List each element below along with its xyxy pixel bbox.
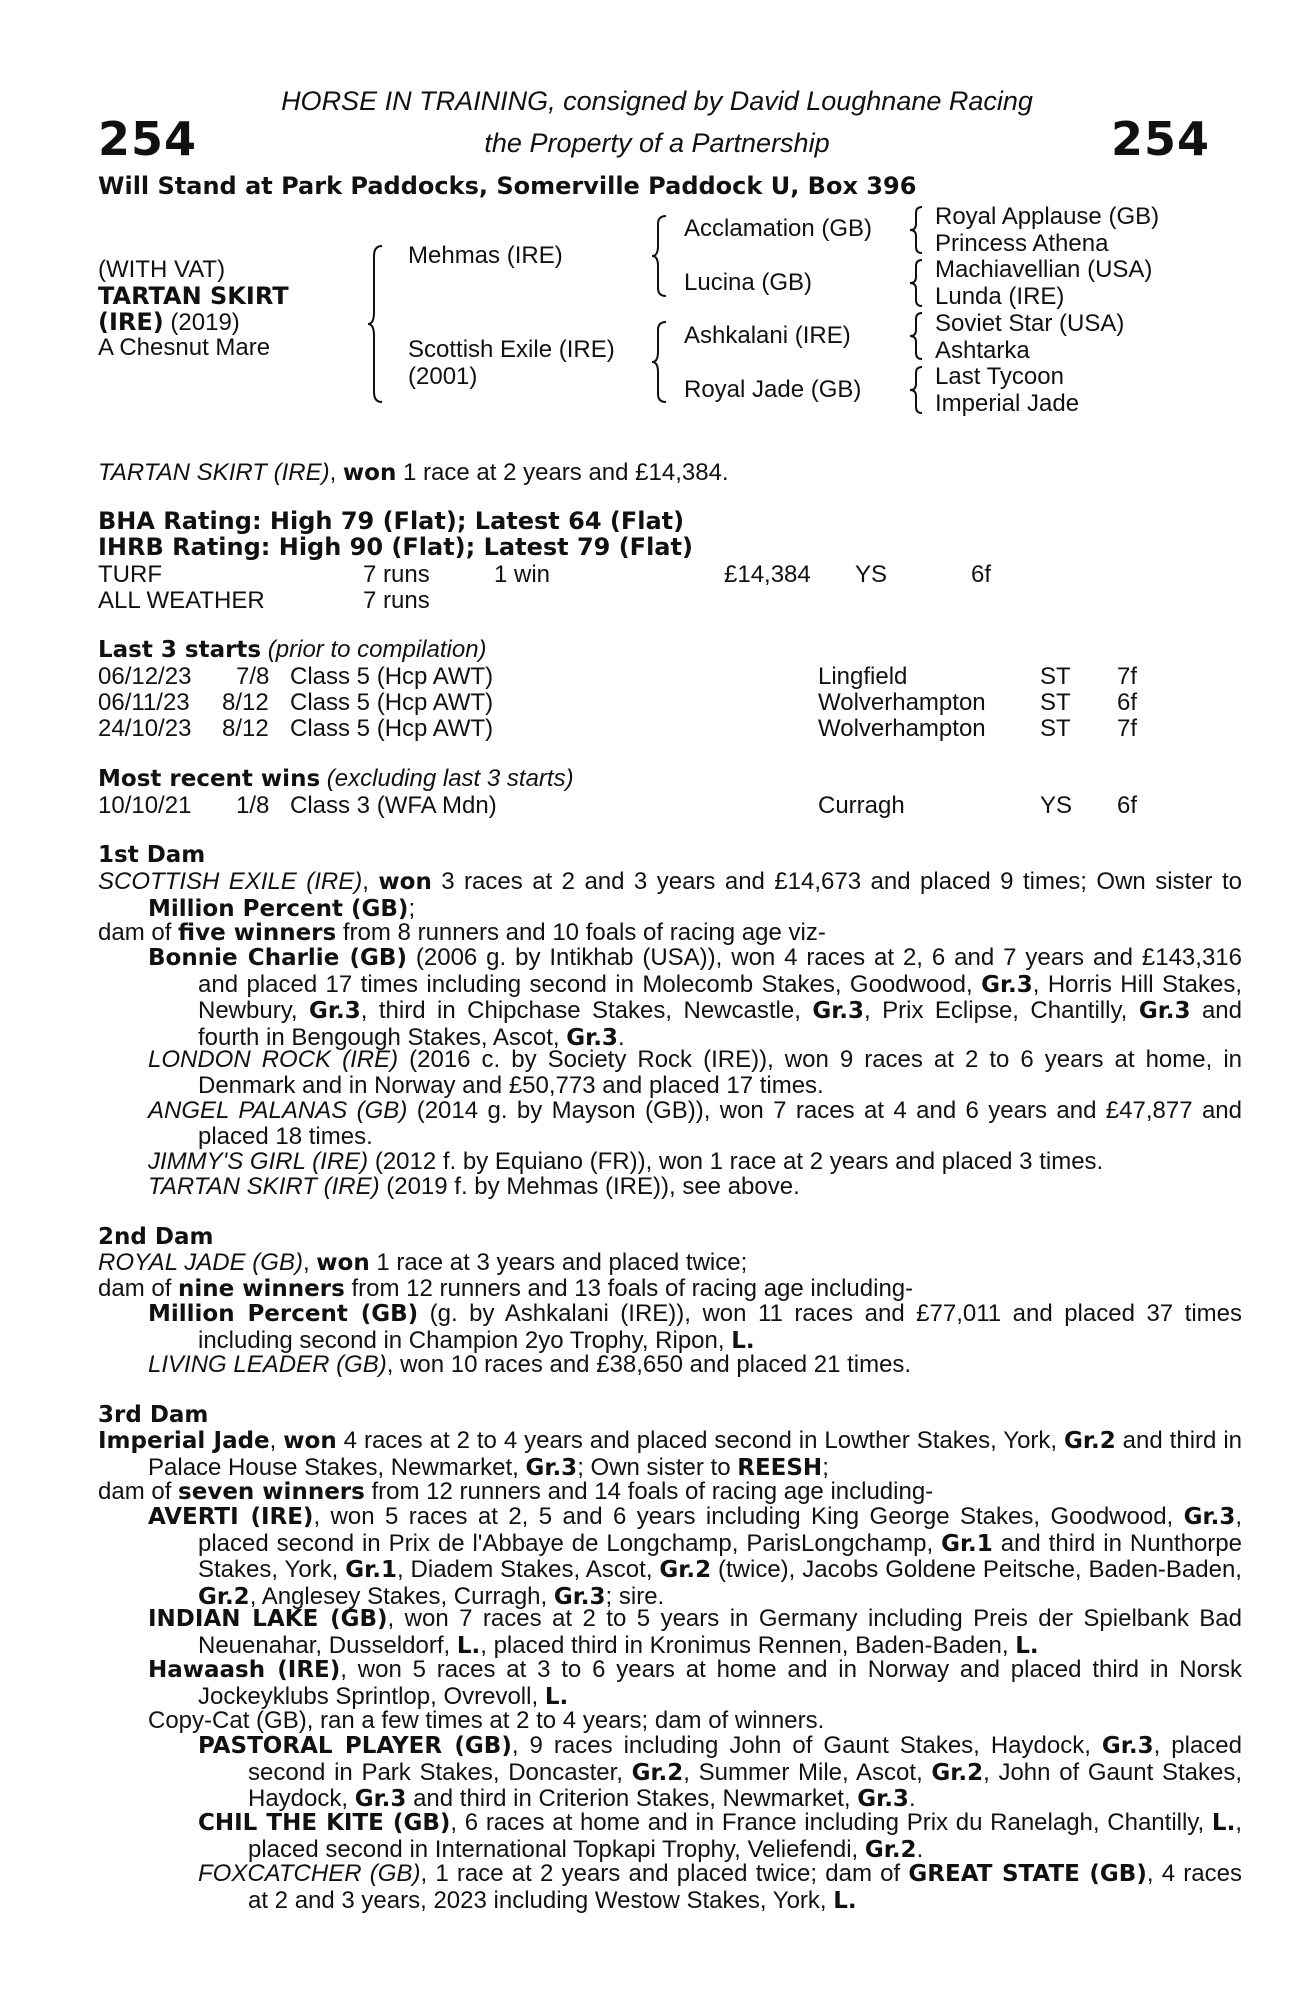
progeny-text: , third in Chipchase Stakes, Newcastle, bbox=[360, 997, 813, 1024]
aw-label: ALL WEATHER bbox=[98, 587, 265, 614]
dam3-sister: REESH bbox=[737, 1454, 823, 1481]
dam3-p2-a: dam of bbox=[98, 1478, 179, 1505]
progeny-text: and fourth in Bengough Stakes, Ascot, bbox=[198, 997, 1242, 1051]
summary-won: won bbox=[342, 460, 397, 486]
grade: Gr.3 bbox=[981, 971, 1033, 998]
start2-course: Wolverhampton bbox=[818, 689, 986, 716]
progeny-name: INDIAN LAKE (GB) bbox=[148, 1606, 388, 1632]
last3-heading bbox=[98, 637, 1216, 664]
progeny-name: Hawaash (IRE) bbox=[148, 1657, 341, 1683]
progeny-name: FOXCATCHER (GB) bbox=[198, 1860, 421, 1887]
progeny-jimmys-girl bbox=[148, 1149, 1242, 1175]
grade: Gr.2 bbox=[631, 1759, 684, 1786]
progeny-name: PASTORAL PLAYER (GB) bbox=[198, 1733, 512, 1759]
dam: Scottish Exile (IRE) bbox=[408, 336, 615, 363]
turf-going: YS bbox=[855, 561, 888, 588]
progeny-name: ANGEL PALANAS (GB) bbox=[148, 1097, 408, 1124]
dam3-text: , bbox=[269, 1427, 284, 1454]
start2-date: 06/11/23 bbox=[98, 689, 190, 716]
turf-distance: 6f bbox=[971, 561, 992, 588]
grade: Gr.3 bbox=[857, 1786, 909, 1812]
progeny-text: and third in Nunthorpe Stakes, York, bbox=[198, 1529, 1242, 1583]
grade: Gr.2 bbox=[931, 1759, 984, 1786]
last3-note: (prior to compilation) bbox=[261, 636, 487, 663]
progeny-tartan-skirt bbox=[148, 1174, 1242, 1200]
progeny-pastoral-player bbox=[198, 1733, 1242, 1813]
dam1-p2-a: dam of bbox=[98, 919, 179, 946]
horse-description: A Chesnut Mare bbox=[98, 334, 271, 361]
turf-wins: 1 win bbox=[494, 561, 551, 588]
race-summary bbox=[98, 460, 1216, 487]
grade: Gr.2 bbox=[1064, 1428, 1116, 1454]
dam1-produce-summary bbox=[98, 920, 1192, 947]
g3-soviet-star: Soviet Star (USA) bbox=[935, 310, 1125, 337]
dam1-text-c: ; bbox=[408, 894, 416, 922]
pedigree-brace-g3-3 bbox=[910, 311, 926, 361]
grade: Gr.3 bbox=[566, 1024, 618, 1051]
g3-ashtarka: Ashtarka bbox=[935, 337, 1030, 364]
progeny-name: Bonnie Charlie (GB) bbox=[148, 945, 407, 971]
dam1-won: won bbox=[378, 869, 432, 895]
progeny-name: Million Percent (GB) bbox=[148, 1301, 419, 1327]
progeny-text: and third in Criterion Stakes, Newmarket, bbox=[406, 1785, 858, 1812]
dam1-record bbox=[98, 869, 1242, 922]
start3-date: 24/10/23 bbox=[98, 715, 192, 742]
grade: Gr.3 bbox=[812, 998, 865, 1024]
start3-course: Wolverhampton bbox=[818, 715, 986, 742]
pedigree-brace-g3-4 bbox=[910, 365, 926, 415]
pedigree-brace-dam bbox=[652, 320, 672, 404]
progeny-hawaash bbox=[148, 1657, 1242, 1710]
start1-dist: 7f bbox=[1117, 663, 1138, 690]
progeny-text: (2016 c. by Society Rock (IRE)), won 9 races at 2 to 6 years at home, in Denmark and in Norway and £50,773 and placed 17 times. bbox=[198, 1046, 1242, 1099]
listed-grade: L. bbox=[456, 1632, 481, 1659]
start3-race: Class 5 (Hcp AWT) bbox=[290, 715, 494, 742]
progeny-text: , Anglesey Stakes, Curragh, bbox=[249, 1582, 554, 1610]
grade: Gr.1 bbox=[941, 1530, 993, 1557]
progeny-name: JIMMY'S GIRL (IRE) bbox=[148, 1148, 369, 1175]
dam2-produce-summary bbox=[98, 1276, 1192, 1303]
progeny-text: (2014 g. by Mayson (GB)), won 7 races at 4 and 6 years and £47,877 and placed 18 times. bbox=[198, 1097, 1242, 1150]
grade: Gr.3 bbox=[1183, 1504, 1236, 1530]
pedigree-brace-g3-2 bbox=[910, 258, 926, 308]
progeny-text: , Prix Eclipse, Chantilly, bbox=[864, 997, 1139, 1024]
g3-machiavellian: Machiavellian (USA) bbox=[935, 256, 1153, 283]
dam1-name: SCOTTISH EXILE (IRE) bbox=[98, 868, 363, 895]
dam-year: (2001) bbox=[408, 363, 478, 390]
progeny-name: AVERTI (IRE) bbox=[148, 1504, 314, 1530]
dam3-produce-summary bbox=[98, 1479, 1192, 1506]
start1-pos: 7/8 bbox=[236, 663, 270, 690]
progeny-name: LONDON ROCK (IRE) bbox=[148, 1046, 399, 1073]
dam3-name: Imperial Jade bbox=[98, 1428, 270, 1454]
progeny-text: , John of Gaunt Stakes, Haydock, bbox=[248, 1758, 1242, 1812]
g3-imperial-jade: Imperial Jade bbox=[935, 390, 1080, 417]
progeny-text: (twice), Jacobs Goldene Peitsche, Baden-Baden, bbox=[711, 1556, 1242, 1583]
start1-course: Lingfield bbox=[818, 663, 908, 690]
lot-number-left: 254 bbox=[98, 112, 198, 166]
progeny-name: CHIL THE KITE (GB) bbox=[198, 1810, 451, 1836]
listed-grade: L. bbox=[544, 1683, 569, 1710]
recent-wins-heading bbox=[98, 766, 1216, 793]
dam1-sister: Million Percent (GB) bbox=[148, 895, 409, 922]
start2-going: ST bbox=[1040, 689, 1071, 716]
last3-title: Last 3 starts bbox=[98, 637, 262, 663]
g3-lunda: Lunda (IRE) bbox=[935, 283, 1065, 310]
listed-grade: L. bbox=[1211, 1810, 1236, 1836]
stand-location: Will Stand at Park Paddocks, Somerville Paddock U, Box 396 bbox=[98, 172, 917, 200]
grade: Gr.3 bbox=[1101, 1733, 1154, 1759]
g3-princess-athena: Princess Athena bbox=[935, 230, 1109, 257]
recent-wins-title: Most recent wins bbox=[98, 766, 321, 792]
dam2-p2-b: from 12 runners and 13 foals of racing age including- bbox=[344, 1275, 914, 1302]
turf-prize: £14,384 bbox=[724, 561, 811, 588]
grade: Gr.3 bbox=[309, 998, 361, 1024]
win1-course: Curragh bbox=[818, 792, 905, 819]
dam2-winners: nine winners bbox=[178, 1276, 345, 1302]
progeny-text: , 9 races including John of Gaunt Stakes, Haydock, bbox=[511, 1732, 1102, 1759]
progeny-text: , won 5 races at 2, 5 and 6 years including King George Stakes, Goodwood, bbox=[313, 1503, 1184, 1530]
horse-origin bbox=[98, 308, 240, 337]
start2-pos: 8/12 bbox=[222, 689, 269, 716]
win1-pos: 1/8 bbox=[236, 792, 270, 819]
dam1-text-b: 3 races at 2 and 3 years and £14,673 and placed 9 times; Own sister to bbox=[431, 868, 1243, 895]
progeny-text: , won 7 races at 2 to 5 years in Germany including Preis der Spielbank Bad Neuenahar, Dusseldorf, bbox=[198, 1605, 1242, 1659]
progeny-chil-the-kite bbox=[198, 1810, 1242, 1863]
turf-runs: 7 runs bbox=[363, 561, 430, 588]
dam2-text-a: , bbox=[302, 1249, 317, 1276]
summary-rest: 1 race at 2 years and £14,384. bbox=[396, 459, 729, 486]
grade: Gr.2 bbox=[864, 1836, 917, 1863]
listed-grade: L. bbox=[1015, 1632, 1039, 1659]
consignor-line: HORSE IN TRAINING, consigned by David Loughnane Racing bbox=[281, 86, 1033, 116]
dam1-p2-b: from 8 runners and 10 foals of racing age viz- bbox=[336, 919, 826, 946]
sire-sire: Acclamation (GB) bbox=[684, 215, 873, 242]
start1-race: Class 5 (Hcp AWT) bbox=[290, 663, 494, 690]
dam2-record bbox=[98, 1250, 1192, 1277]
g3-royal-applause: Royal Applause (GB) bbox=[935, 203, 1160, 230]
summary-sep: , bbox=[329, 459, 343, 486]
progeny-living-leader bbox=[148, 1352, 1242, 1378]
progeny-text: (2012 f. by Equiano (FR)), won 1 race at 2 years and placed 3 times. bbox=[368, 1148, 1104, 1175]
dam-sire: Ashkalani (IRE) bbox=[684, 322, 851, 349]
dam3-text: ; Own sister to bbox=[577, 1453, 738, 1481]
progeny-averti bbox=[148, 1504, 1242, 1610]
progeny-text: , won 5 races at 3 to 6 years at home and in Norway and placed third in Norsk Jockeyklubs Sprintlop, Ovrevoll, bbox=[198, 1656, 1242, 1710]
pedigree-brace-g3-1 bbox=[910, 205, 926, 255]
vat-note: (WITH VAT) bbox=[98, 256, 226, 283]
dam2-name: ROYAL JADE (GB) bbox=[98, 1249, 303, 1276]
dam3-text: 4 races at 2 to 4 years and placed second in Lowther Stakes, York, bbox=[336, 1427, 1065, 1454]
dam1-winners: five winners bbox=[178, 920, 337, 946]
dam3-record bbox=[98, 1428, 1242, 1481]
dam-dam: Royal Jade (GB) bbox=[684, 376, 862, 403]
lot-number-right: 254 bbox=[1110, 112, 1210, 166]
start3-going: ST bbox=[1040, 715, 1071, 742]
listed-grade: L. bbox=[731, 1327, 755, 1354]
progeny-text: , 1 race at 2 years and placed twice; dam of bbox=[420, 1860, 909, 1887]
progeny-text: , Summer Mile, Ascot, bbox=[683, 1758, 932, 1786]
progeny-foxcatcher bbox=[198, 1861, 1242, 1914]
progeny-text: . bbox=[617, 1023, 625, 1051]
start1-date: 06/12/23 bbox=[98, 663, 192, 690]
progeny-text: ; sire. bbox=[605, 1582, 665, 1610]
dam3-text: and third in Palace House Stakes, Newmarket, bbox=[148, 1427, 1242, 1481]
sire: Mehmas (IRE) bbox=[408, 242, 563, 269]
horse-year: (2019) bbox=[163, 309, 240, 336]
dam3-winners: seven winners bbox=[178, 1479, 365, 1505]
start1-going: ST bbox=[1040, 663, 1071, 690]
dam2-text-b: 1 race at 3 years and placed twice; bbox=[369, 1249, 748, 1276]
g3-last-tycoon: Last Tycoon bbox=[935, 363, 1064, 390]
dam3-text: ; bbox=[822, 1453, 829, 1481]
horse-country: (IRE) bbox=[98, 308, 164, 336]
start2-dist: 6f bbox=[1117, 689, 1138, 716]
property-line: the Property of a Partnership bbox=[484, 128, 830, 158]
progeny-copy-cat: Copy-Cat (GB), ran a few times at 2 to 4 years; dam of winners. bbox=[148, 1707, 825, 1734]
dam2-p2-a: dam of bbox=[98, 1275, 179, 1302]
progeny-text: (2006 g. by Intikhab (USA)), won 4 races at 2, 6 and 7 years and £143,316 and placed 17 times including second in Molecomb Stakes, Goodwood, bbox=[198, 944, 1242, 998]
start2-race: Class 5 (Hcp AWT) bbox=[290, 689, 494, 716]
grade: Gr.2 bbox=[198, 1583, 250, 1610]
great-state-name: GREAT STATE (GB) bbox=[908, 1861, 1147, 1887]
dam1-text-a: , bbox=[362, 868, 379, 895]
start3-pos: 8/12 bbox=[222, 715, 269, 742]
progeny-name: TARTAN SKIRT (IRE) bbox=[148, 1173, 380, 1200]
progeny-text: , placed second in Prix de l'Abbaye de Longchamp, ParisLongchamp, bbox=[198, 1503, 1242, 1557]
progeny-text: , placed second in International Topkapi Trophy, Veliefendi, bbox=[248, 1809, 1242, 1863]
progeny-name: LIVING LEADER (GB) bbox=[148, 1351, 387, 1378]
dam2-won: won bbox=[316, 1250, 370, 1276]
win1-dist: 6f bbox=[1117, 792, 1138, 819]
progeny-million-percent bbox=[148, 1301, 1242, 1354]
win1-going: YS bbox=[1040, 792, 1073, 819]
progeny-text: , 6 races at home and in France including Prix du Ranelagh, Chantilly, bbox=[450, 1809, 1212, 1836]
progeny-text: , placed second in Park Stakes, Doncaster, bbox=[248, 1732, 1242, 1786]
horse-name: TARTAN SKIRT bbox=[98, 282, 289, 310]
progeny-text: , Diadem Stakes, Ascot, bbox=[396, 1556, 660, 1583]
pedigree-brace-sire bbox=[652, 214, 672, 298]
progeny-text: (2019 f. by Mehmas (IRE)), see above. bbox=[379, 1173, 800, 1200]
progeny-text: , placed third in Kronimus Rennen, Baden-Baden, bbox=[480, 1631, 1016, 1659]
progeny-london-rock bbox=[148, 1047, 1242, 1098]
progeny-text: . bbox=[916, 1835, 924, 1863]
progeny-text: (g. by Ashkalani (IRE)), won 11 races and £77,011 and placed 37 times including second in Champion 2yo Trophy, Ripon, bbox=[198, 1300, 1242, 1354]
listed-grade: L. bbox=[833, 1887, 857, 1914]
recent-wins-note: (excluding last 3 starts) bbox=[320, 765, 574, 792]
grade: Gr.3 bbox=[1138, 998, 1191, 1024]
dam1-heading: 1st Dam bbox=[98, 842, 206, 868]
grade: Gr.3 bbox=[553, 1583, 606, 1610]
grade: Gr.3 bbox=[354, 1786, 407, 1812]
progeny-text: , won 10 races and £38,650 and placed 21 times. bbox=[386, 1351, 912, 1378]
aw-runs: 7 runs bbox=[363, 587, 430, 614]
grade: Gr.1 bbox=[345, 1557, 397, 1583]
grade: Gr.3 bbox=[525, 1454, 578, 1481]
pedigree-brace-main bbox=[368, 244, 388, 404]
grade: Gr.2 bbox=[659, 1557, 712, 1583]
progeny-bonnie-charlie bbox=[148, 945, 1242, 1051]
progeny-text: . bbox=[908, 1785, 916, 1812]
progeny-angel-palanas bbox=[148, 1098, 1242, 1149]
sire-dam: Lucina (GB) bbox=[684, 269, 813, 296]
start3-dist: 7f bbox=[1117, 715, 1138, 742]
progeny-text: , Horris Hill Stakes, Newbury, bbox=[198, 970, 1242, 1024]
win1-race: Class 3 (WFA Mdn) bbox=[290, 792, 497, 819]
summary-horse: TARTAN SKIRT (IRE) bbox=[98, 459, 330, 486]
progeny-text: , 4 races at 2 and 3 years, 2023 including Westow Stakes, York, bbox=[248, 1860, 1242, 1914]
dam3-won: won bbox=[283, 1428, 337, 1454]
ihrb-rating: IHRB Rating: High 90 (Flat); Latest 79 (Flat) bbox=[98, 533, 693, 561]
progeny-indian-lake bbox=[148, 1606, 1242, 1659]
turf-label: TURF bbox=[98, 561, 162, 588]
dam3-p2-b: from 12 runners and 14 foals of racing age including- bbox=[364, 1478, 934, 1505]
dam2-heading: 2nd Dam bbox=[98, 1224, 214, 1250]
win1-date: 10/10/21 bbox=[98, 792, 192, 819]
dam3-heading: 3rd Dam bbox=[98, 1402, 209, 1428]
bha-rating: BHA Rating: High 79 (Flat); Latest 64 (Flat) bbox=[98, 507, 685, 535]
